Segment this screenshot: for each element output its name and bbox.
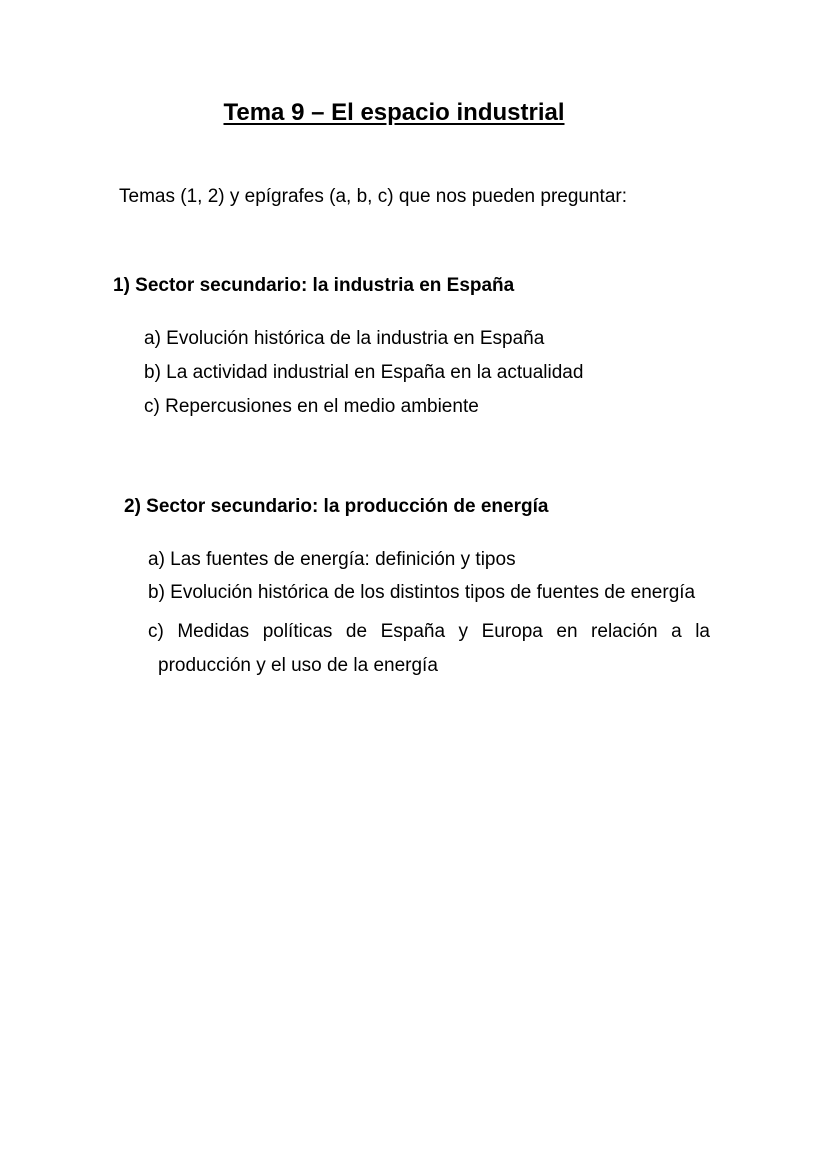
section-1-item-b: b) La actividad industrial en España en la actualidad <box>144 362 584 383</box>
section-1-item-a: a) Evolución histórica de la industria en España <box>144 328 545 349</box>
page-title: Tema 9 – El espacio industrial <box>223 99 565 126</box>
section-2-heading: 2) Sector secundario: la producción de energía <box>124 496 549 517</box>
intro-text: Temas (1, 2) y epígrafes (a, b, c) que nos pueden preguntar: <box>119 186 628 207</box>
section-2-item-a: a) Las fuentes de energía: definición y tipos <box>148 549 516 570</box>
section-2-item-c-line1: c) Medidas políticas de España y Europa en relación a la <box>148 621 710 642</box>
section-1-heading: 1) Sector secundario: la industria en España <box>113 275 515 296</box>
section-2-item-c-line2: producción y el uso de la energía <box>158 655 438 676</box>
section-2-item-b: b) Evolución histórica de los distintos tipos de fuentes de energía <box>148 582 696 603</box>
section-2-item-c <box>148 615 710 683</box>
section-1-item-c: c) Repercusiones en el medio ambiente <box>144 396 479 417</box>
